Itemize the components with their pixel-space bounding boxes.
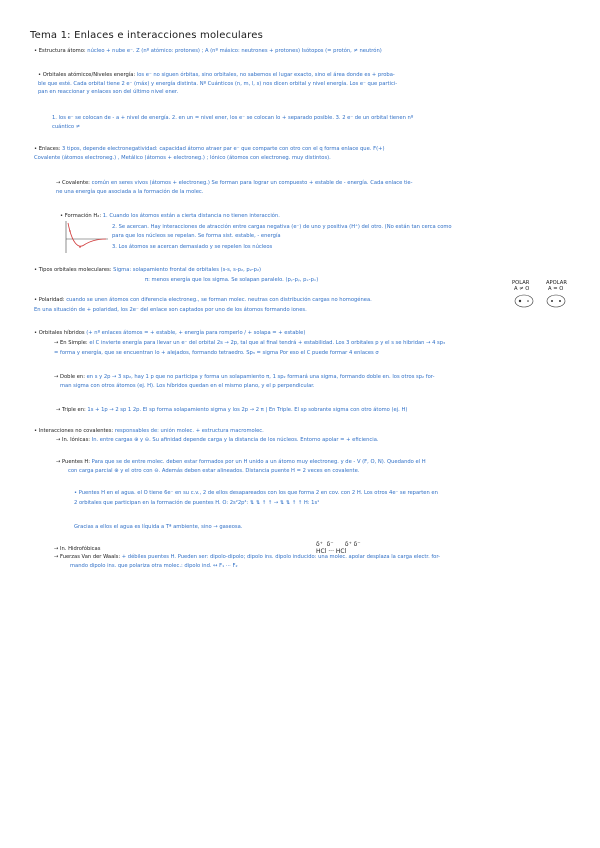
note-line — [74, 524, 242, 531]
note-line — [34, 307, 307, 314]
note-heading: → In. Iónicas: — [56, 437, 91, 443]
note-text: 1s + 1p → 2 sp 1 2p. El sp forma solapamiento sigma y los 2p → 2 π | En Triple. El sp sobrante sigma con otro átomo (ej. H) — [85, 407, 408, 413]
note-text: man sigma con otros átomos (ej. H). Los híbridos quedan en el mismo plano, y el p perpendicular. — [60, 383, 315, 389]
note-line — [112, 244, 272, 251]
note-text: 1. los e⁻ se colocan de - a + nivel de energía. 2. en un = nivel ener, los e⁻ se colocan lo + separado posible. 3. 2 e⁻ de un orbital tienen nº — [52, 115, 414, 121]
note-heading: → En Simple: — [54, 340, 88, 346]
note-line — [56, 407, 407, 414]
note-text: ble que esté. Cada orbital tiene 2 e⁻ (máx) y energía distinta. Nº Cuánticos (n, m, l, s) nos dicen orbital y nivel energía. Los e⁻ que partici- — [38, 81, 398, 87]
note-line — [54, 350, 379, 357]
note-line — [70, 563, 238, 570]
polar-label: POLAR — [512, 280, 530, 286]
note-line — [34, 48, 382, 55]
note-line — [54, 340, 445, 347]
note-text: pan en reaccionar y enlaces son del último nivel ener. — [38, 89, 179, 95]
note-line — [74, 490, 438, 497]
note-heading: • Estructura átomo: — [34, 48, 86, 54]
note-line — [34, 297, 372, 304]
note-text: + débiles puentes H. Pueden ser: dipolo-dipolo; dipolo ins. dipolo inducido: una molec. apolar desplaza la carga electr. for- — [120, 554, 441, 560]
note-heading: • Polaridad: — [34, 297, 65, 303]
note-heading: • Enlaces: — [34, 146, 61, 152]
note-text: 2 orbitales que participan en la formación de puentes H. O: 2s²2p⁴: ⇅ ⇅ ↑ ↑ → ⇅ ⇅ ↑ ↑ H: 1s¹ — [74, 500, 320, 506]
note-heading: • Orbitales atómicos/Niveles energía: — [38, 72, 136, 78]
note-line — [74, 500, 319, 507]
note-text: 1. Cuando los átomos están a cierta distancia no tienen interacción. — [101, 213, 280, 219]
note-text: 3 tipos, depende electronegatividad: capacidad átomo atraer par e⁻ que comparte con otro con el q forma enlace que. F(+) — [60, 146, 385, 152]
note-text: Covalente (átomos electroneg.) , Metálico (átomos + electroneg.) ; Iónico (átomos con electroneg. muy distintos). — [34, 155, 331, 161]
note-text: con carga parcial ⊕ y el otro con ⊖. Además deben estar alineados. Distancia puente H = 2 veces en covalente. — [68, 468, 360, 474]
note-text: Sigma: solapamiento frontal de orbitales (s-s, s-p₂, p₂-p₂) — [111, 267, 262, 273]
note-text: responsables de: unión molec. + estructura macromolec. — [113, 428, 264, 434]
note-text: Para que se de entre molec. deben estar formados por un H unido a un átomo muy electroneg. y de - V (F, O, N). Quedando el H — [90, 459, 426, 465]
note-line — [34, 267, 261, 274]
note-heading: • Orbitales híbridos — [34, 330, 85, 336]
note-line — [52, 115, 413, 122]
note-text: el C invierte energía para llevar un e⁻ del orbital 2s → 2p, tal que al final tendrá + estabilidad. Los 3 orbitales p y el s se hibridan → 4 sp₃ — [87, 340, 446, 346]
note-line — [112, 224, 452, 231]
note-text: cuando se unen átomos con diferencia electroneg., se forman molec. neutras con distribución cargas no homogénea. — [64, 297, 372, 303]
note-line — [54, 546, 100, 553]
polar-sub: A ≠ O — [514, 286, 530, 292]
note-line — [145, 277, 318, 284]
note-text: In. entre cargas ⊕ y ⊖. Su afinidad depende carga y la distancia de los núcleos. Entorno apolar = + eficiencia. — [90, 437, 379, 443]
note-text: mando dipolo ins. que polariza otra molec.: dipolo ind. ↔ F₁ ··· F₂ — [70, 563, 238, 569]
hcl-dipole-sketch: δ⁺ δ⁻ δ⁺ δ⁻ HCl ··· HCl — [316, 541, 361, 555]
note-line — [34, 146, 384, 153]
note-heading: • Formación H₂: — [60, 213, 102, 219]
note-text: común en seres vivos (átomos + electroneg.) Se forman para lograr un compuesto + estable de - energía. Cada enlace tie- — [89, 180, 413, 186]
page-title: Tema 1: Enlaces e interacciones moleculares — [30, 30, 264, 41]
note-text: (+ nº enlaces átomos = + estable, + energía para romperlo / + solapa = + estable) — [84, 330, 306, 336]
note-text: en s y 2p → 3 sp₂, hay 1 p que no participa y forma un solapamiento π, 1 sp₂ formará una sigma, formando doble en. los otros sp₂ for- — [84, 374, 435, 380]
note-heading: → In. Hidrofóbicas — [54, 546, 101, 552]
note-line — [56, 189, 203, 196]
note-line — [112, 233, 281, 240]
note-heading: → Triple en: — [56, 407, 86, 413]
note-line — [68, 468, 359, 475]
note-line — [34, 428, 264, 435]
note-line — [38, 89, 178, 96]
apolar-sub: A = O — [548, 286, 564, 292]
note-heading: • Tipos orbitales moleculares: — [34, 267, 112, 273]
note-heading: → Covalente: — [56, 180, 90, 186]
note-text: núcleo + nube e⁻. Z (nº atómico: protones) ; A (nº másico: neutrones + protones) Isótopos (= protón, ≠ neutrón) — [85, 48, 382, 54]
note-heading: → Fuerzas Van der Waals: — [54, 554, 121, 560]
note-heading: • Interacciones no covalentes: — [34, 428, 114, 434]
apolar-label: APOLAR — [546, 280, 567, 286]
note-text: para que los núcleos se repelan. Se forma sist. estable, - energía — [112, 233, 281, 239]
note-text: 2. Se acercan. Hay interacciones de atracción entre cargas negativa (e⁻) de uno y positiva (H⁺) del otro. (No están tan cerca como — [112, 224, 452, 230]
note-line — [38, 72, 395, 79]
note-line — [56, 437, 379, 444]
polarity-shapes — [512, 293, 572, 313]
note-text: En una situación de + polaridad, los 2e⁻ del enlace son captados por uno de los átomos formando iones. — [34, 307, 307, 313]
note-line — [56, 459, 426, 466]
note-line — [56, 180, 412, 187]
note-text: ne una energía que asociada a la formación de la molec. — [56, 189, 204, 195]
note-line — [60, 383, 315, 390]
note-text: Gracias a ellos el agua es líquida a Tª ambiente, sino → gaseosa. — [74, 524, 243, 530]
note-line — [52, 124, 80, 131]
energy-curve-sketch — [62, 219, 110, 255]
note-line — [54, 554, 440, 561]
note-text: 3. Los átomos se acercan demasiado y se repelen los núcleos — [112, 244, 273, 250]
note-text: = forma y energía, que se encuentran lo + alejados, formando tetraedro. Sp₃ = sigma Por eso el C puede formar 4 enlaces σ — [54, 350, 379, 356]
note-heading: → Puentes H: — [56, 459, 91, 465]
note-heading: → Doble en: — [54, 374, 85, 380]
note-line — [34, 155, 331, 162]
note-line — [34, 330, 305, 337]
note-line — [54, 374, 434, 381]
note-text: cuántico ≠ — [52, 124, 81, 130]
note-line — [38, 81, 397, 88]
polarity-sketch — [512, 280, 572, 314]
note-text: • Puentes H en el agua. el O tiene 6e⁻ en su c.v., 2 de ellos desapareados con los que forma 2 en cov. con 2 H. Los otros 4e⁻ se reparten en — [74, 490, 438, 496]
note-text: los e⁻ no siguen órbitas, sino orbitales, no sabemos el lugar exacto, sino el área donde es + proba- — [135, 72, 395, 78]
note-text: π: menos energía que los sigma. Se solapan paralelo. (pᵧ-pᵧ, pₓ-pₓ) — [145, 277, 319, 283]
